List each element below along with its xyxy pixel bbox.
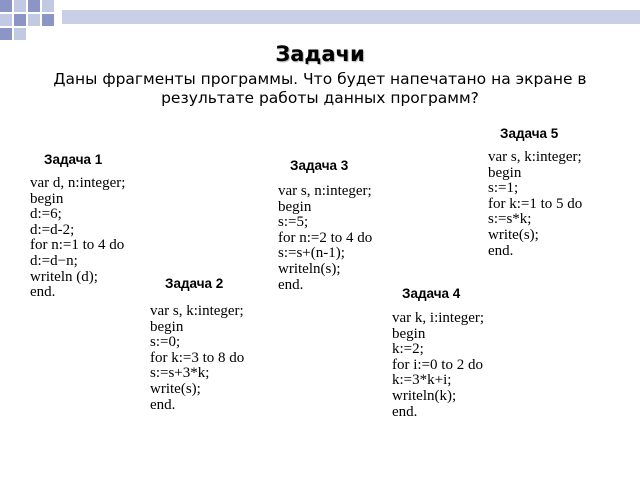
code-line: s:=s*k; bbox=[488, 211, 532, 228]
code-line: writeln (d); bbox=[30, 268, 98, 285]
task-5-heading: Задача 5 bbox=[500, 126, 559, 141]
code-line: for i:=0 to 2 do bbox=[392, 356, 483, 373]
code-line: end. bbox=[30, 284, 56, 301]
code-line: s:=1; bbox=[488, 180, 519, 197]
task-5-code bbox=[488, 150, 582, 259]
code-line: d:=d−n; bbox=[30, 252, 78, 269]
code-line: for k:=3 to 8 do bbox=[150, 349, 245, 366]
task-3-code bbox=[278, 184, 372, 293]
task-3-heading: Задача 3 bbox=[290, 158, 349, 173]
code-line: writeln(s); bbox=[278, 260, 341, 277]
code-line: writeln(k); bbox=[392, 387, 457, 404]
task-2-heading: Задача 2 bbox=[165, 276, 224, 291]
task-4-heading: Задача 4 bbox=[402, 286, 461, 301]
code-line: s:=s+(n-1); bbox=[278, 245, 345, 262]
code-line: var d, n:integer; bbox=[30, 175, 126, 191]
slide-title: Задачи bbox=[275, 42, 365, 66]
code-line: var s, k:integer; bbox=[150, 303, 244, 319]
header-decoration bbox=[0, 0, 640, 40]
code-line: for n:=1 to 4 do bbox=[30, 237, 125, 254]
code-line: end. bbox=[278, 276, 304, 293]
task-4-code bbox=[392, 311, 484, 420]
slide-subtitle: Даны фрагменты программы. Что будет напечатано на экране в результате работы данных программ? bbox=[53, 70, 587, 107]
code-line: k:=3*k+i; bbox=[392, 372, 452, 389]
code-line: write(s); bbox=[150, 380, 201, 397]
code-line: s:=5; bbox=[278, 214, 309, 231]
code-line: begin bbox=[392, 325, 426, 342]
code-line: var k, i:integer; bbox=[392, 310, 485, 326]
code-line: d:=6; bbox=[30, 206, 62, 223]
code-line: k:=2; bbox=[392, 341, 424, 358]
task-2-code bbox=[150, 304, 244, 413]
code-line: for n:=2 to 4 do bbox=[278, 229, 373, 246]
task-1-heading: Задача 1 bbox=[44, 152, 103, 167]
code-line: d:=d-2; bbox=[30, 221, 75, 238]
header-band bbox=[62, 10, 640, 24]
code-line: begin bbox=[278, 198, 312, 215]
code-line: s:=0; bbox=[150, 334, 181, 351]
code-line: end. bbox=[392, 403, 418, 420]
code-line: begin bbox=[150, 318, 184, 335]
code-line: write(s); bbox=[488, 226, 539, 243]
code-line: s:=s+3*k; bbox=[150, 365, 210, 382]
code-line: end. bbox=[488, 242, 514, 259]
task-1-code bbox=[30, 176, 125, 301]
code-line: var s, n:integer; bbox=[278, 183, 372, 199]
code-line: end. bbox=[150, 396, 176, 413]
code-line: for k:=1 to 5 do bbox=[488, 195, 583, 212]
code-line: var s, k:integer; bbox=[488, 149, 582, 165]
code-line: begin bbox=[30, 190, 64, 207]
code-line: begin bbox=[488, 164, 522, 181]
